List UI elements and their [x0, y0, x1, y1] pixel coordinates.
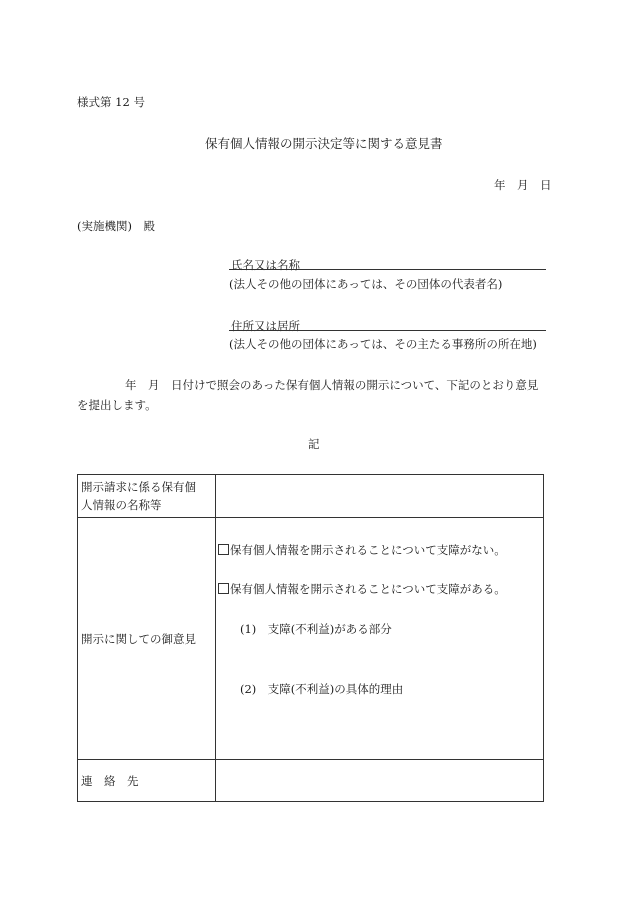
address-underline[interactable] [229, 330, 546, 331]
opinion-table [77, 474, 544, 802]
item-name-field[interactable] [216, 475, 544, 518]
option-issue[interactable] [218, 581, 506, 597]
contact-field[interactable] [216, 760, 544, 802]
document-title: 保有個人情報の開示決定等に関する意見書 [205, 136, 443, 151]
addressee: (実施機関) 殿 [77, 219, 155, 233]
row-label-item-name [78, 475, 216, 518]
sub-item-affected-part: (1) 支障(不利益)がある部分 [240, 622, 392, 636]
sub-item-specific-reason: (2) 支障(不利益)の具体的理由 [240, 682, 404, 696]
row-label-contact: 連 絡 先 [78, 760, 216, 802]
name-underline[interactable] [229, 269, 546, 270]
opinion-cell [216, 518, 544, 760]
name-note: (法人その他の団体にあっては、その団体の代表者名) [229, 277, 503, 291]
table-row [78, 760, 544, 802]
option-no-issue[interactable] [218, 542, 506, 558]
date-line: 年 月 日 [494, 178, 552, 192]
checkbox-icon[interactable] [218, 583, 229, 594]
body-text-line1: 年 月 日付けで照会のあった保有個人情報の開示について、下記のとおり意見 [125, 378, 539, 392]
table-row [78, 475, 544, 518]
address-label: 住所又は居所 [231, 319, 300, 333]
option-issue-label: 保有個人情報を開示されることについて支障がある。 [230, 582, 506, 596]
table-row [78, 518, 544, 760]
checkbox-icon[interactable] [218, 544, 229, 555]
ki-heading: 記 [308, 437, 320, 451]
body-text-line2: を提出します。 [77, 398, 157, 412]
form-number: 様式第 12 号 [77, 95, 145, 109]
name-label: 氏名又は名称 [231, 258, 300, 272]
address-note: (法人その他の団体にあっては、その主たる事務所の所在地) [229, 337, 537, 351]
row-label-opinion: 開示に関しての御意見 [78, 518, 216, 760]
row-label-line: 人情報の名称等 [81, 498, 162, 512]
option-no-issue-label: 保有個人情報を開示されることについて支障がない。 [230, 543, 506, 557]
row-label-line: 開示請求に係る保有個 [81, 480, 196, 494]
